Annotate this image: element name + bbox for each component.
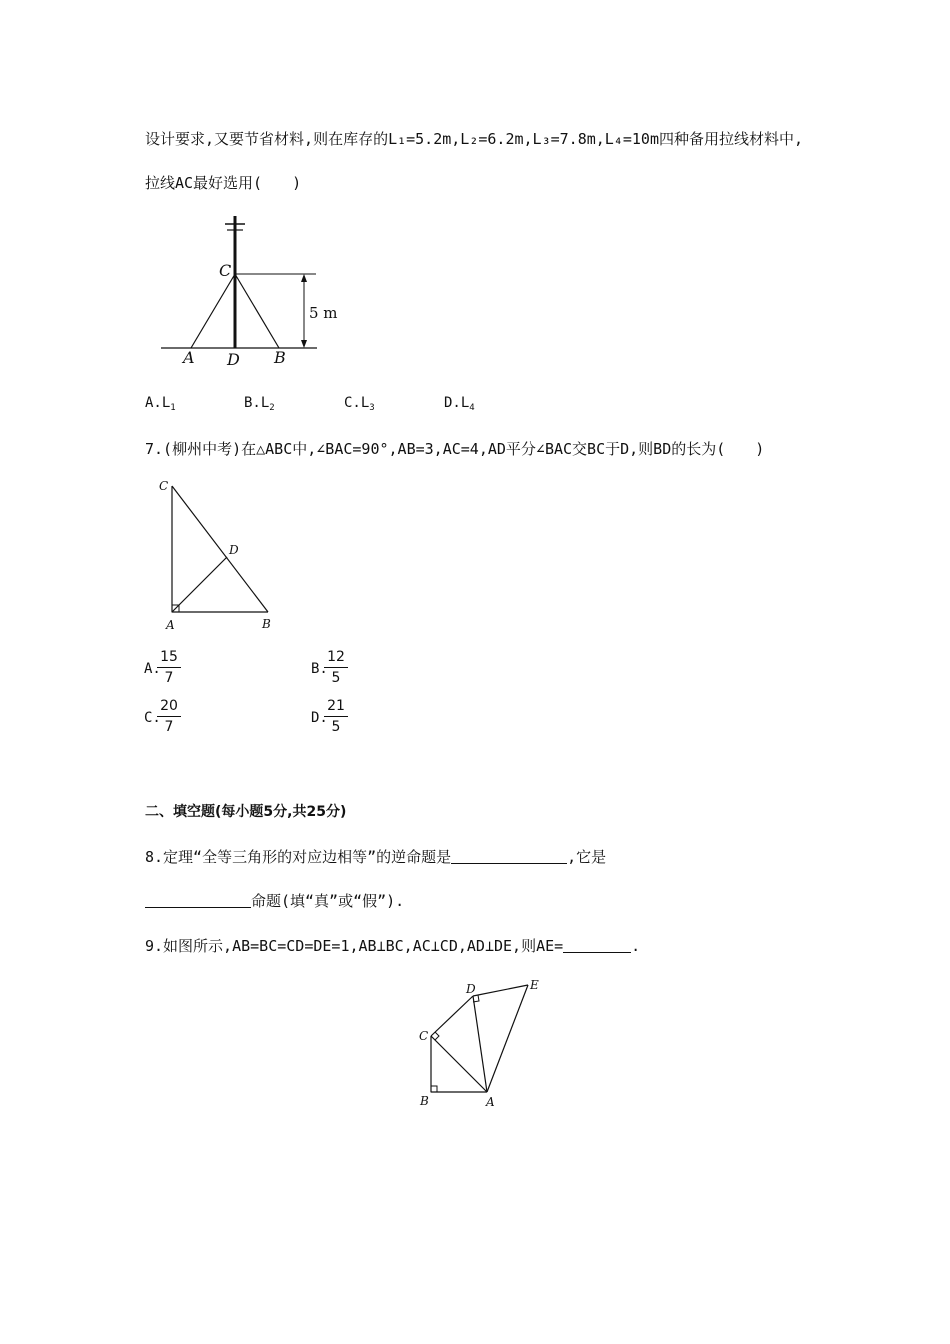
point-d-label: D <box>466 982 476 996</box>
point-a-label: A <box>486 1095 495 1109</box>
point-c-label: C <box>219 261 232 280</box>
q7-triangle-figure <box>155 476 285 634</box>
point-c-label: C <box>159 479 169 493</box>
q6-option-b[interactable]: $B.L_2$ <box>244 395 275 413</box>
q7-option-d-fraction[interactable]: 21 5 <box>324 697 348 736</box>
q7-stem: 7.(柳州中考)在△ABC中,∠BAC=90°,AB=3,AC=4,AD平分∠BAC交BC于D,则BD的长为( ) <box>145 440 765 458</box>
segment-de <box>473 985 528 996</box>
q6-line1-text: 设计要求,又要节省材料,则在库存的L₁=5.2m,L₂=6.2m,L₃=7.8m,L₄=10m四种备用拉线材料中, <box>145 130 804 148</box>
wire-cb <box>235 274 279 348</box>
q8-answer-blank-1[interactable] <box>451 849 567 864</box>
segment-ca <box>431 1036 487 1092</box>
q7-option-b-letter[interactable]: B. <box>311 661 328 677</box>
q8-line1: 8.定理“全等三角形的对应边相等”的逆命题是 ,它是 <box>145 848 607 866</box>
q6-option-a[interactable]: $A.L_1$ <box>145 395 176 413</box>
side-cb <box>172 486 268 612</box>
arrow-up-icon <box>301 274 307 282</box>
q8-answer-blank-2[interactable] <box>145 893 251 908</box>
q7-option-b-fraction[interactable]: 12 5 <box>324 648 348 687</box>
q6-text-line2: 拉线AC最好选用( ) <box>145 174 302 192</box>
point-a-label: A <box>183 348 195 367</box>
section-heading: 二、填空题(每小题5分,共25分) <box>145 804 347 820</box>
wire-ca <box>191 274 235 348</box>
q6-option-c[interactable]: $C.L_3$ <box>344 395 375 413</box>
point-e-label: E <box>530 978 539 992</box>
point-b-label: B <box>420 1094 429 1108</box>
segment-da <box>473 996 487 1092</box>
right-angle-b-icon <box>431 1086 437 1092</box>
point-d-label: D <box>227 350 240 369</box>
segment-ea <box>487 985 528 1092</box>
point-b-label: B <box>262 617 271 631</box>
q9-answer-blank[interactable] <box>563 938 631 953</box>
point-a-label: A <box>166 618 175 632</box>
segment-cd <box>431 996 473 1036</box>
q7-option-d-letter[interactable]: D. <box>311 710 328 726</box>
bisector-ad <box>172 557 227 612</box>
q6-pole-figure <box>155 210 355 370</box>
point-b-label: B <box>274 348 286 367</box>
q7-option-a-letter[interactable]: A. <box>144 661 161 677</box>
point-c-label: C <box>419 1029 429 1043</box>
q9-spiral-figure <box>410 975 555 1110</box>
right-angle-c-icon <box>435 1032 439 1040</box>
point-d-label: D <box>229 543 239 557</box>
arrow-down-icon <box>301 340 307 348</box>
q7-option-c-fraction[interactable]: 20 7 <box>157 697 181 736</box>
q7-option-c-letter[interactable]: C. <box>144 710 161 726</box>
q6-text-line1 <box>145 128 803 149</box>
q9-stem: 9.如图所示,AB=BC=CD=DE=1,AB⊥BC,AC⊥CD,AD⊥DE,则AE= . <box>145 937 641 955</box>
q7-option-a-fraction[interactable]: 15 7 <box>157 648 181 687</box>
height-label: 5 m <box>309 304 338 322</box>
q6-option-d[interactable]: $D.L_4$ <box>444 395 475 413</box>
q8-line2: 命题(填“真”或“假”). <box>145 890 404 911</box>
